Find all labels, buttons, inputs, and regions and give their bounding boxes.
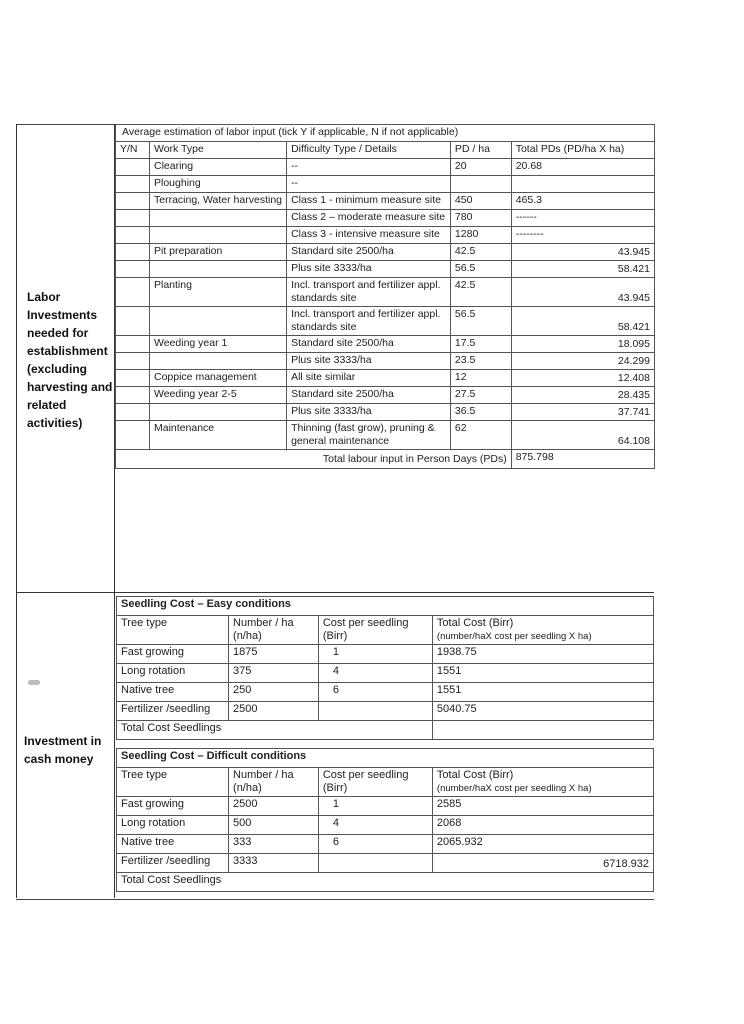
- work-type-cell: [150, 261, 287, 278]
- seedling-row: [117, 645, 654, 664]
- difficulty-cell: Incl. transport and fertilizer appl. standards site: [287, 278, 451, 307]
- total-pds-cell: 43.945: [511, 244, 654, 261]
- labor-row: [116, 387, 655, 404]
- yn-cell: [116, 193, 150, 210]
- difficulty-cell: Class 2 – moderate measure site: [287, 210, 451, 227]
- work-type-cell: Ploughing: [150, 176, 287, 193]
- number-ha-cell: 500: [229, 816, 319, 835]
- total-pds-cell: 58.421: [511, 307, 654, 336]
- tree-type-cell: Fast growing: [117, 645, 229, 664]
- cost-per-seedling-cell: 1: [318, 645, 432, 664]
- number-ha-cell: 1875: [229, 645, 319, 664]
- tree-type-cell: Long rotation: [117, 816, 229, 835]
- pd-ha-cell: 450: [450, 193, 511, 210]
- easy-header-cost: Cost per seedling (Birr): [318, 616, 432, 645]
- seedling-row: [117, 854, 654, 873]
- tree-type-cell: Native tree: [117, 835, 229, 854]
- pd-ha-cell: 27.5: [450, 387, 511, 404]
- cost-per-seedling-cell: 1: [318, 797, 432, 816]
- yn-cell: [116, 210, 150, 227]
- easy-cost-table: [116, 596, 654, 740]
- labor-section-text: Labor Investments needed for establishment (excluding harvesting and related activities): [27, 290, 113, 430]
- yn-cell: [116, 370, 150, 387]
- pd-ha-cell: 20: [450, 159, 511, 176]
- yn-cell: [116, 353, 150, 370]
- yn-cell: [116, 421, 150, 450]
- cost-per-seedling-cell: 4: [318, 816, 432, 835]
- labor-rows: [116, 159, 655, 450]
- total-pds-cell: 43.945: [511, 278, 654, 307]
- work-type-cell: Clearing: [150, 159, 287, 176]
- work-type-cell: Maintenance: [150, 421, 287, 450]
- yn-cell: [116, 159, 150, 176]
- difficulty-cell: --: [287, 159, 451, 176]
- header-total-pds: Total PDs (PD/ha X ha): [511, 142, 654, 159]
- total-cost-cell: 1551: [432, 664, 653, 683]
- number-ha-cell: 375: [229, 664, 319, 683]
- pd-ha-cell: 23.5: [450, 353, 511, 370]
- total-pds-cell: 37.741: [511, 404, 654, 421]
- work-type-cell: [150, 210, 287, 227]
- total-cost-cell: 2068: [432, 816, 653, 835]
- header-work-type: Work Type: [150, 142, 287, 159]
- difficult-header-type: Tree type: [117, 768, 229, 797]
- yn-cell: [116, 244, 150, 261]
- pd-ha-cell: 56.5: [450, 307, 511, 336]
- labor-row: [116, 244, 655, 261]
- labor-caption: Average estimation of labor input (tick Y if applicable, N if not applicable): [116, 125, 655, 142]
- labor-row: [116, 370, 655, 387]
- easy-title: Seedling Cost – Easy conditions: [117, 597, 654, 616]
- yn-cell: [116, 227, 150, 244]
- header-difficulty: Difficulty Type / Details: [287, 142, 451, 159]
- total-pds-cell: ------: [511, 210, 654, 227]
- labor-row: [116, 421, 655, 450]
- total-pds-cell: 12.408: [511, 370, 654, 387]
- total-pds-cell: --------: [511, 227, 654, 244]
- seedling-row: [117, 664, 654, 683]
- seedling-row: [117, 835, 654, 854]
- work-type-cell: [150, 404, 287, 421]
- tree-type-cell: Fertilizer /seedling: [117, 854, 229, 873]
- pd-ha-cell: [450, 176, 511, 193]
- pd-ha-cell: 780: [450, 210, 511, 227]
- labor-total-value: 875.798: [511, 450, 654, 469]
- pd-ha-cell: 17.5: [450, 336, 511, 353]
- pd-ha-cell: 12: [450, 370, 511, 387]
- difficulty-cell: --: [287, 176, 451, 193]
- tree-type-cell: Fertilizer /seedling: [117, 702, 229, 721]
- tree-type-cell: Fast growing: [117, 797, 229, 816]
- difficult-header-total: [432, 768, 653, 797]
- difficult-rows: [117, 797, 654, 873]
- tree-type-cell: Long rotation: [117, 664, 229, 683]
- cash-section-label: [24, 732, 114, 768]
- header-yn: Y/N: [116, 142, 150, 159]
- labor-row: [116, 159, 655, 176]
- pd-ha-cell: 56.5: [450, 261, 511, 278]
- seedling-row: [117, 797, 654, 816]
- cost-per-seedling-cell: 6: [318, 835, 432, 854]
- difficult-header-cost: Cost per seedling (Birr): [318, 768, 432, 797]
- seedling-row: [117, 683, 654, 702]
- labor-row: [116, 261, 655, 278]
- seedling-row: [117, 816, 654, 835]
- total-pds-cell: 58.421: [511, 261, 654, 278]
- work-type-cell: Planting: [150, 278, 287, 307]
- pd-ha-cell: 42.5: [450, 244, 511, 261]
- pd-ha-cell: 1280: [450, 227, 511, 244]
- yn-cell: [116, 176, 150, 193]
- number-ha-cell: 3333: [229, 854, 319, 873]
- total-pds-cell: [511, 176, 654, 193]
- labor-row: [116, 210, 655, 227]
- work-type-cell: [150, 353, 287, 370]
- labor-row: [116, 176, 655, 193]
- easy-header-total: [432, 616, 653, 645]
- work-type-cell: [150, 227, 287, 244]
- total-pds-cell: 18.095: [511, 336, 654, 353]
- work-type-cell: Weeding year 2-5: [150, 387, 287, 404]
- pd-ha-cell: 36.5: [450, 404, 511, 421]
- total-pds-cell: 20.68: [511, 159, 654, 176]
- total-cost-cell: 1551: [432, 683, 653, 702]
- number-ha-cell: 333: [229, 835, 319, 854]
- total-pds-cell: 24.299: [511, 353, 654, 370]
- difficult-title: Seedling Cost – Difficult conditions: [117, 749, 654, 768]
- left-border: [16, 124, 17, 898]
- difficulty-cell: All site similar: [287, 370, 451, 387]
- pd-ha-cell: 42.5: [450, 278, 511, 307]
- cost-per-seedling-cell: 4: [318, 664, 432, 683]
- labor-table: [115, 124, 655, 469]
- section-divider-horizontal: [16, 592, 654, 593]
- difficult-cost-table: [116, 748, 654, 892]
- tree-type-cell: Native tree: [117, 683, 229, 702]
- difficulty-cell: Thinning (fast grow), pruning & general maintenance: [287, 421, 451, 450]
- total-cost-cell: 5040.75: [432, 702, 653, 721]
- work-type-cell: Coppice management: [150, 370, 287, 387]
- labor-row: [116, 336, 655, 353]
- work-type-cell: Terracing, Water harvesting: [150, 193, 287, 210]
- total-cost-cell: 2585: [432, 797, 653, 816]
- total-pds-cell: 465.3: [511, 193, 654, 210]
- labor-row: [116, 404, 655, 421]
- work-type-cell: Pit preparation: [150, 244, 287, 261]
- easy-header-type: Tree type: [117, 616, 229, 645]
- seedling-row: [117, 702, 654, 721]
- labor-row: [116, 278, 655, 307]
- difficulty-cell: Standard site 2500/ha: [287, 387, 451, 404]
- difficulty-cell: Incl. transport and fertilizer appl. standards site: [287, 307, 451, 336]
- difficulty-cell: Standard site 2500/ha: [287, 336, 451, 353]
- easy-header-total-text: Total Cost (Birr): [436, 617, 514, 629]
- labor-row: [116, 353, 655, 370]
- difficult-header-total-text: Total Cost (Birr): [436, 769, 514, 781]
- total-cost-cell: 1938.75: [432, 645, 653, 664]
- work-type-cell: [150, 307, 287, 336]
- pd-ha-cell: 62: [450, 421, 511, 450]
- difficult-header-number: Number / ha (n/ha): [229, 768, 319, 797]
- difficult-total-label: Total Cost Seedlings: [117, 873, 654, 892]
- easy-total-value: [432, 721, 653, 740]
- easy-total-label: Total Cost Seedlings: [117, 721, 433, 740]
- difficulty-cell: Plus site 3333/ha: [287, 353, 451, 370]
- labor-row: [116, 307, 655, 336]
- number-ha-cell: 2500: [229, 797, 319, 816]
- yn-cell: [116, 278, 150, 307]
- labor-section-label: [27, 288, 113, 432]
- yn-cell: [116, 307, 150, 336]
- yn-cell: [116, 336, 150, 353]
- difficulty-cell: Class 1 - minimum measure site: [287, 193, 451, 210]
- cost-per-seedling-cell: [318, 854, 432, 873]
- easy-header-total-note: (number/haX cost per seedling X ha): [436, 631, 592, 642]
- work-type-cell: Weeding year 1: [150, 336, 287, 353]
- number-ha-cell: 250: [229, 683, 319, 702]
- yn-cell: [116, 404, 150, 421]
- labor-row: [116, 227, 655, 244]
- yn-cell: [116, 261, 150, 278]
- difficult-header-total-note: (number/haX cost per seedling X ha): [436, 783, 592, 794]
- difficulty-cell: Class 3 - intensive measure site: [287, 227, 451, 244]
- cash-section-text: Investment in cash money: [24, 734, 102, 766]
- total-pds-cell: 64.108: [511, 421, 654, 450]
- labor-row: [116, 193, 655, 210]
- total-pds-cell: 28.435: [511, 387, 654, 404]
- yn-cell: [116, 387, 150, 404]
- total-cost-cell: 6718.932: [432, 854, 653, 873]
- difficulty-cell: Standard site 2500/ha: [287, 244, 451, 261]
- easy-rows: [117, 645, 654, 721]
- header-pd-ha: PD / ha: [450, 142, 511, 159]
- cost-per-seedling-cell: 6: [318, 683, 432, 702]
- difficulty-cell: Plus site 3333/ha: [287, 261, 451, 278]
- labor-total-label: Total labour input in Person Days (PDs): [116, 450, 512, 469]
- easy-header-number: Number / ha (n/ha): [229, 616, 319, 645]
- difficulty-cell: Plus site 3333/ha: [287, 404, 451, 421]
- page-smudge: [28, 680, 40, 685]
- total-cost-cell: 2065.932: [432, 835, 653, 854]
- number-ha-cell: 2500: [229, 702, 319, 721]
- cost-per-seedling-cell: [318, 702, 432, 721]
